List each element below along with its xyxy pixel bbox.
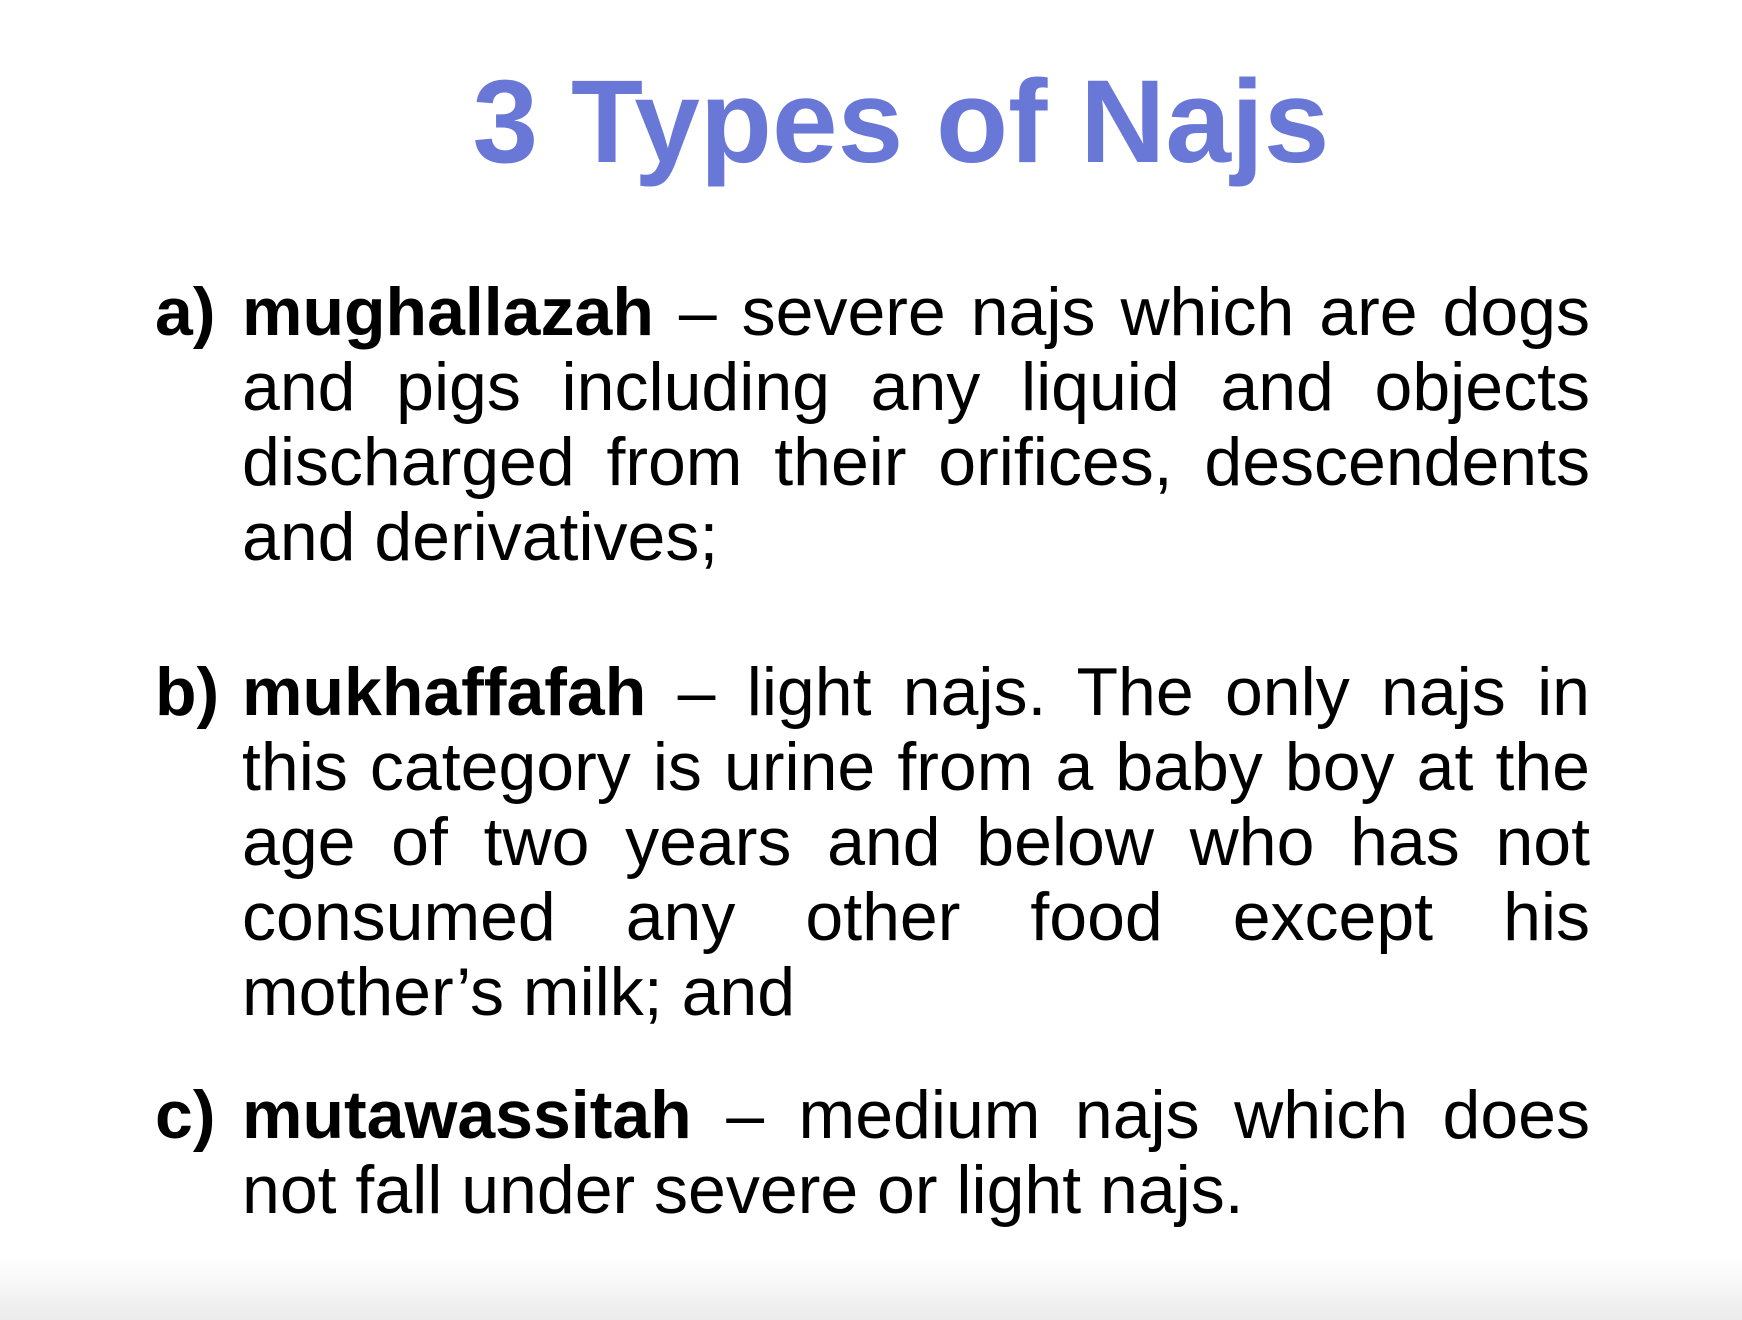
list-marker-a: a) [155,274,216,350]
list-marker-c: c) [155,1077,216,1153]
list-marker-b: b) [155,654,220,730]
list-item-b [155,655,1590,1030]
list-text-c: – medium najs which does not fall under severe or light najs. [242,1077,1590,1228]
list-term-a: mughallazah [242,274,654,350]
list-term-c: mutawassitah [242,1077,692,1153]
list-item-a [155,275,1590,575]
list-text-a: – severe najs which are dogs and pigs including any liquid and objects discharged from their orifices, descendents and derivatives; [242,274,1590,575]
slide-bottom-edge [0,1258,1742,1320]
slide-body [155,275,1590,1228]
list-term-b: mukhaffafah [242,654,647,730]
list-item-c [155,1078,1590,1228]
list-text-b: – light najs. The only najs in this category is urine from a baby boy at the age of two years and below who has not consumed any other food except his mother’s milk; and [242,654,1590,1030]
slide-title: 3 Types of Najs [472,56,1330,188]
